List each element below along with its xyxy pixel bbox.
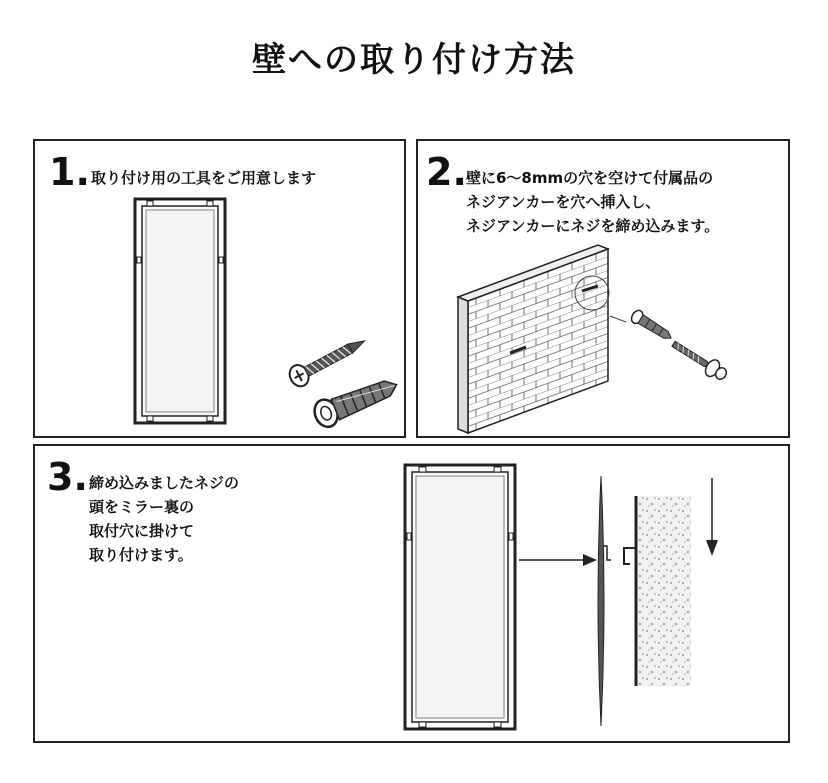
step-2-panel xyxy=(416,139,790,438)
step-2-text xyxy=(466,166,719,238)
step-3-line: 頭をミラー裏の xyxy=(89,498,195,516)
step-1-line: 取り付け用の工具をご用意します xyxy=(91,169,317,187)
page-title: 壁への取り付け方法 xyxy=(252,40,576,80)
step-3-number: 3. xyxy=(47,455,88,499)
mirror-frame-icon xyxy=(133,197,227,425)
anchor-and-screw-icon xyxy=(608,306,738,381)
mirror-frame-icon xyxy=(403,463,517,731)
textured-wall-icon xyxy=(633,496,691,686)
arrow-down-icon xyxy=(702,478,722,558)
step-3-line: 締め込みましたネジの xyxy=(89,474,240,492)
step-3-line: 取付穴に掛けて xyxy=(89,522,195,540)
step-2-line: ネジアンカーを穴へ挿入し、 xyxy=(466,193,661,211)
step-1-number: 1. xyxy=(49,150,90,194)
brick-wall-icon xyxy=(458,241,618,436)
step-2-line: 壁に6～8mmの穴を空けて付属品の xyxy=(466,169,714,187)
step-3-panel xyxy=(33,444,790,743)
mirror-side-icon xyxy=(593,476,609,726)
step-3-line: 取り付けます。 xyxy=(89,546,193,564)
step-1-panel xyxy=(33,139,406,438)
step-2-number: 2. xyxy=(426,150,467,194)
step-3-text xyxy=(89,471,239,567)
step-1-text xyxy=(91,166,316,190)
step-2-line: ネジアンカーにネジを締め込みます。 xyxy=(466,217,720,235)
wall-anchor-icon xyxy=(305,359,405,429)
arrow-right-icon xyxy=(519,550,599,570)
